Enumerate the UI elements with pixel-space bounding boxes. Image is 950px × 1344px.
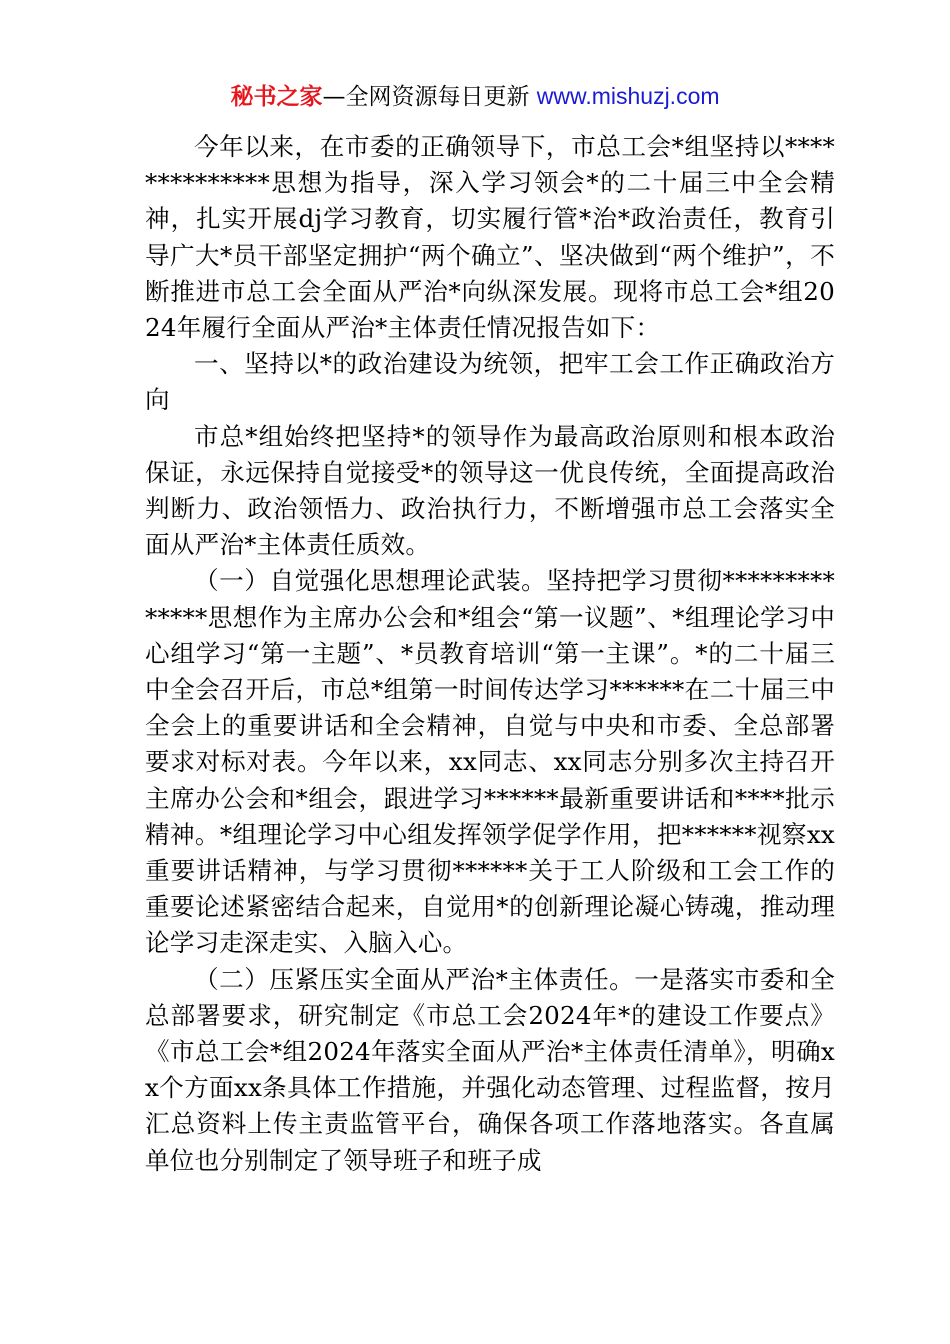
section-heading-1: 一、坚持以*的政治建设为统领，把牢工会工作正确政治方向 <box>145 349 835 415</box>
page-header <box>0 80 950 113</box>
section-1-paragraph: 市总*组始终把坚持*的领导作为最高政治原则和根本政治保证，永远保持自觉接受*的领导这一优良传统，全面提高政治判断力、政治领悟力、政治执行力，不断增强市总工会落实全面从严治*主体责任质效。 <box>145 421 835 560</box>
intro-paragraph: 今年以来，在市委的正确领导下，市总工会*组坚持以**************思想为指导，深入学习领会*的二十届三中全会精神，扎实开展dj学习教育，切实履行管*治*政治责任，教育引导广大*员干部坚定拥护“两个确立”、坚决做到“两个维护”，不断推进市总工会全面从严治*向纵深发展。现将市总工会*组2024年履行全面从严治*主体责任情况报告如下： <box>145 132 835 343</box>
subsection-2-paragraph: （二）压紧压实全面从严治*主体责任。一是落实市委和全总部署要求，研究制定《市总工会2024年*的建设工作要点》《市总工会*组2024年落实全面从严治*主体责任清单》，明确xx个方面xx条具体工作措施，并强化动态管理、过程监督，按月汇总资料上传主责监管平台，确保各项工作落地落实。各直属单位也分别制定了领导班子和班子成 <box>145 964 835 1175</box>
subsection-1-paragraph: （一）自觉强化思想理论武装。坚持把学习贯彻**************思想作为主席办公会和*组会“第一议题”、*组理论学习中心组学习“第一主题”、*员教育培训“第一主课”。*的二十届三中全会召开后，市总*组第一时间传达学习******在二十届三中全会上的重要讲话和全会精神，自觉与中央和市委、全总部署要求对标对表。今年以来，xx同志、xx同志分别多次主持召开主席办公会和*组会，跟进学习******最新重要讲话和****批示精神。*组理论学习中心组发挥领学促学作用，把******视察xx重要讲话精神，与学习贯彻******关于工人阶级和工会工作的重要论述紧密结合起来，自觉用*的创新理论凝心铸魂，推动理论学习走深走实、入脑入心。 <box>145 566 835 958</box>
brand-name: 秘书之家 <box>230 84 323 110</box>
document-body <box>145 129 835 1179</box>
header-tagline: —全网资源每日更新 <box>322 84 530 110</box>
site-url-link[interactable]: www.mishuzj.com <box>536 83 720 109</box>
